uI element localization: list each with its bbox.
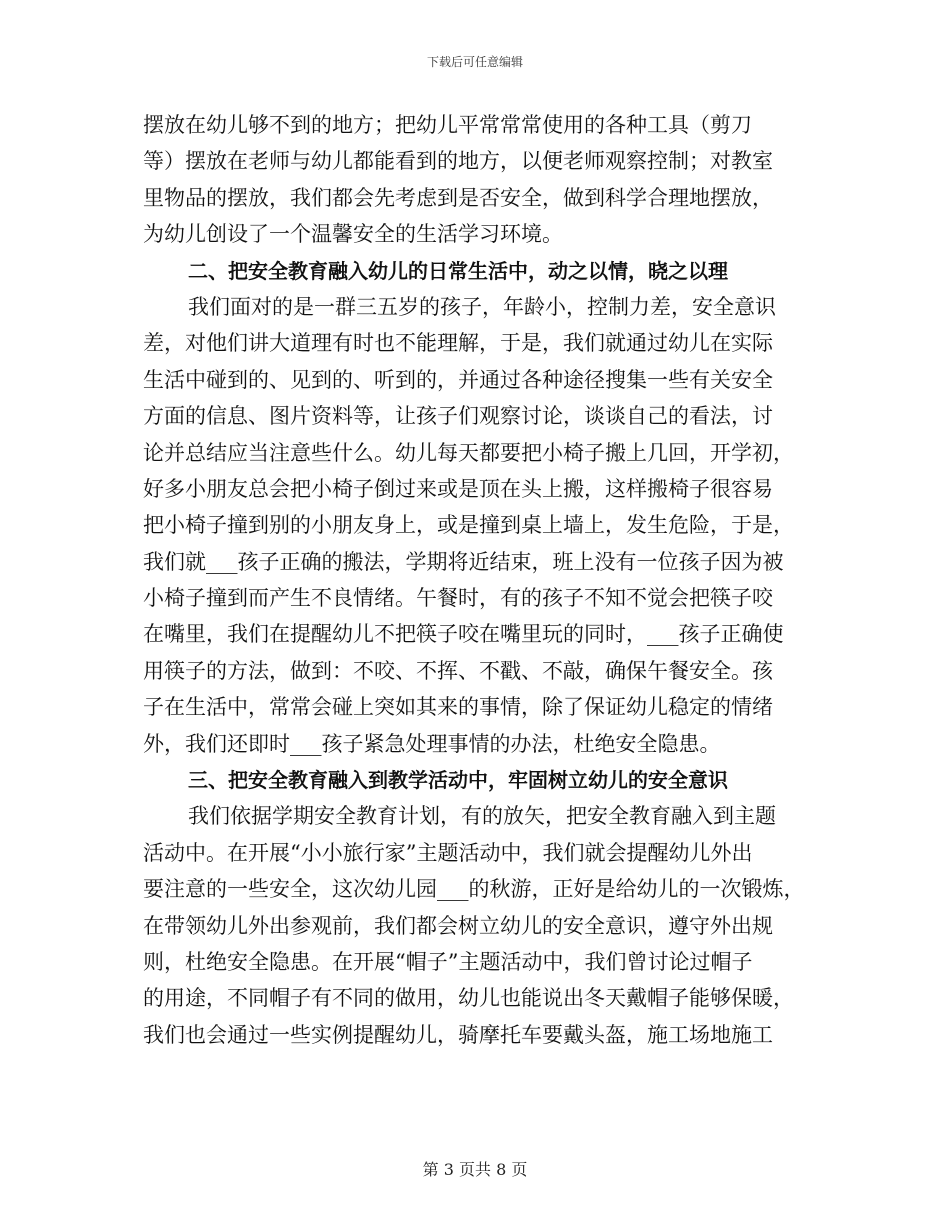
paragraph-line: 为幼儿创设了一个温馨安全的生活学习环境。	[143, 222, 563, 247]
paragraph-line: 小椅子撞到而产生不良情绪。午餐时，有的孩子不知不觉会把筷子咬	[143, 586, 773, 611]
paragraph-line: 在带领幼儿外出参观前，我们都会树立幼儿的安全意识，遵守外出规	[143, 913, 773, 938]
paragraph-line: 我们面对的是一群三五岁的孩子，年龄小，控制力差，安全意识	[188, 294, 776, 319]
section-heading: 三、把安全教育融入到教学活动中，牢固树立幼儿的安全意识	[188, 768, 728, 793]
paragraph-line: 我们就___孩子正确的搬法，学期将近结束，班上没有一位孩子因为被	[143, 549, 784, 574]
paragraph-line: 子在生活中，常常会碰上突如其来的事情，除了保证幼儿稳定的情绪	[143, 695, 773, 720]
paragraph-line: 用筷子的方法，做到：不咬、不挥、不戳、不敲，确保午餐安全。孩	[143, 658, 773, 683]
paragraph-line: 则，杜绝安全隐患。在开展“帽子”主题活动中，我们曾讨论过帽子	[143, 949, 753, 974]
paragraph-line: 的用途，不同帽子有不同的做用，幼儿也能说出冬天戴帽子能够保暖，	[143, 986, 794, 1011]
paragraph-line: 等）摆放在老师与幼儿都能看到的地方，以便老师观察控制；对教室	[143, 149, 773, 174]
paragraph-line: 差，对他们讲大道理有时也不能理解，于是，我们就通过幼儿在实际	[143, 331, 773, 356]
paragraph-line: 我们依据学期安全教育计划，有的放矢，把安全教育融入到主题	[188, 804, 776, 829]
paragraph-line: 好多小朋友总会把小椅子倒过来或是顶在头上搬，这样搬椅子很容易	[143, 476, 773, 501]
paragraph-line: 在嘴里，我们在提醒幼儿不把筷子咬在嘴里玩的同时，___孩子正确使	[143, 622, 784, 647]
section-heading: 二、把安全教育融入幼儿的日常生活中，动之以情，晓之以理	[188, 258, 728, 283]
paragraph-line: 活动中。在开展“小小旅行家”主题活动中，我们就会提醒幼儿外出	[143, 840, 753, 865]
document-body	[143, 107, 813, 1053]
paragraph-line: 摆放在幼儿够不到的地方；把幼儿平常常常使用的各种工具（剪刀	[143, 113, 752, 137]
paragraph-line: 要注意的一些安全，这次幼儿园___的秋游，正好是给幼儿的一次锻炼，	[143, 877, 805, 902]
paragraph-line: 里物品的摆放，我们都会先考虑到是否安全，做到科学合理地摆放，	[143, 185, 773, 210]
paragraph-line: 论并总结应当注意些什么。幼儿每天都要把小椅子搬上几回，开学初，	[143, 440, 794, 465]
paragraph-line: 生活中碰到的、见到的、听到的，并通过各种途径搜集一些有关安全	[143, 367, 773, 392]
page-number: 第 3 页共 8 页	[422, 1160, 528, 1179]
paragraph-line: 外，我们还即时___孩子紧急处理事情的办法，杜绝安全隐患。	[143, 731, 721, 756]
paragraph-line: 方面的信息、图片资料等，让孩子们观察讨论，谈谈自己的看法，讨	[143, 404, 773, 429]
page-header-note: 下载后可任意编辑	[426, 55, 523, 69]
paragraph-line: 把小椅子撞到别的小朋友身上，或是撞到桌上墙上，发生危险，于是，	[143, 513, 794, 538]
paragraph-line: 我们也会通过一些实例提醒幼儿，骑摩托车要戴头盔，施工场地施工	[143, 1022, 773, 1047]
